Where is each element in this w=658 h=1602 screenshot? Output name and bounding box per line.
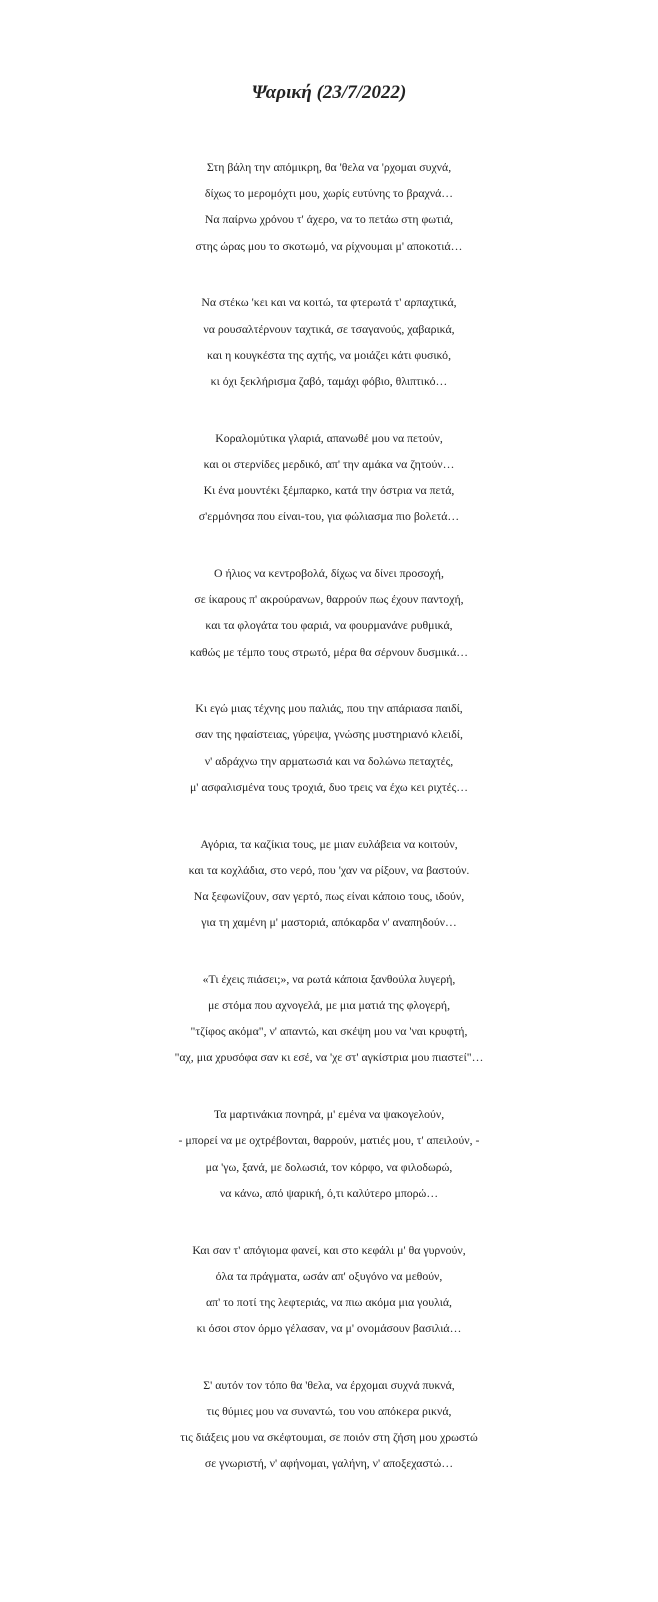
stanza-6 [0,831,658,936]
verse-line: τις θύμιες μου να συναντώ, του νου απόκερα ρικνά, [206,1404,452,1419]
poem-title: Ψαρική (23/7/2022) [251,82,407,103]
verse-line: απ' το ποτί της λεφτεριάς, να πιω ακόμα μια γουλιά, [205,1294,453,1309]
stanza-10 [0,1372,658,1477]
verse-line: να κάνω, από ψαρική, ό,τι καλύτερο μπορώ… [219,1185,439,1200]
verse-line: Στη βάλη την απόμικρη, θα 'θελα να 'ρχομαι συχνά, [206,160,452,174]
verse-line: «Τι έχεις πιάσει;», να ρωτά κάποια ξανθούλα λυγερή, [202,971,456,986]
verse-line: δίχως το μερομόχτι μου, χωρίς ευτύνης το βραχνά… [204,186,454,201]
verse-line: σαν της ηφαίστειας, γύρεψα, γνώσης μυστηριανό κλειδί, [195,727,463,742]
verse-line: κι όχι ξεκλήρισμα ζαβό, ταμάχι φόβιο, θλιπτικό… [210,373,448,388]
verse-line: Να παίρνω χρόνου τ' άχερο, να το πετάω στη φωτιά, [204,212,454,227]
verse-line: Κι ένα μουντέκι ξέμπαρκο, κατά την όστρια να πετά, [203,483,455,498]
verse-line: Τα μαρτινάκια πονηρά, μ' εμένα να ψακογελούν, [213,1107,445,1122]
verse-line: καθώς με τέμπο τους στρωτό, μέρα θα σέρνουν δυσμικά… [189,644,469,659]
verse-line: και οι στερνίδες μερδικό, απ' την αμάκα να ζητούν… [203,456,455,471]
verse-line: "τζίφος ακόμα", ν' απαντώ, και σκέψη μου να 'ναι κρυφτή, [190,1024,468,1039]
stanza-1 [0,154,658,259]
verse-line: και τα φλογάτα του φαριά, να φουρμανάνε ρυθμικά, [205,618,453,633]
verse-line: Αγόρια, τα καζίκια τους, με μιαν ευλάβεια να κοιτούν, [200,836,458,851]
verse-line: και η κουγκέστα της αχτής, να μοιάζει κάτι φυσικό, [206,347,452,362]
verse-line: για τη χαμένη μ' μαστοριά, απόκαρδα ν' αναπηδούν… [201,915,457,930]
verse-line: Και σαν τ' απόγιομα φανεί, και στο κεφάλι μ' θα γυρνούν, [192,1242,466,1257]
verse-line: σ'ερμόνησα που είναι-του, για φώλιασμα πιο βολετά… [198,509,460,524]
stanza-8 [0,1101,658,1206]
verse-line: Να στέκω 'κει και να κοιτώ, τα φτερωτά τ' αρπαχτικά, [201,295,457,310]
verse-line: στης ώρας μου το σκοτωμό, να ρίχνουμαι μ' αποκοτιά… [195,238,463,253]
verse-line: μ' ασφαλισμένα τους τροχιά, δυο τρεις να έχω κει ριχτές… [189,779,469,794]
stanza-5 [0,695,658,800]
verse-line: ν' αδράχνω την αρματωσιά και να δολώνω πεταχτές, [204,753,454,768]
verse-line: όλα τα πράγματα, ωσάν απ' οξυγόνο να μεθούν, [215,1268,443,1283]
verse-line: σε γνωριστή, ν' αφήνομαι, γαλήνη, ν' αποξεχαστώ… [204,1456,454,1471]
poem-body [0,154,658,1507]
stanza-9 [0,1237,658,1342]
verse-line: Κοραλομύτικα γλαριά, απανωθέ μου να πετούν, [215,430,443,445]
stanza-4 [0,560,658,665]
verse-line: σε ίκαρους π' ακρούρανων, θαρρούν πως έχουν παντοχή, [194,592,464,607]
verse-line: με στόμα που αχνογελά, με μια ματιά της φλογερή, [207,998,451,1013]
verse-line: και τα κοχλάδια, στο νερό, που 'χαν να ρίξουν, να βαστούν. [188,862,470,877]
verse-line: μα 'γω, ξανά, με δολωσιά, τον κόρφο, να φιλοδωρώ, [205,1159,453,1174]
stanza-3 [0,425,658,530]
stanza-7 [0,966,658,1071]
verse-line: - μπορεί να με οχτρέβονται, θαρρούν, ματιές μου, τ' απειλούν, - [178,1133,480,1148]
verse-line: "αχ, μια χρυσόφα σαν κι εσέ, να 'χε στ' αγκίστρια μου πιαστεί"… [174,1050,484,1065]
verse-line: τις διάξεις μου να σκέφτουμαι, σε ποιόν στη ζήση μου χρωστώ [180,1430,478,1445]
verse-line: Ο ήλιος να κεντροβολά, δίχως να δίνει προσοχή, [214,565,444,580]
stanza-2 [0,289,658,394]
verse-line: κι όσοι στον όρμο γέλασαν, να μ' ονομάσουν βασιλιά… [196,1321,462,1336]
verse-line: να ρουσαλτέρνουν ταχτικά, σε τσαγανούς, χαβαρικά, [203,321,455,336]
verse-line: Σ' αυτόν τον τόπο θα 'θελα, να έρχομαι συχνά πυκνά, [203,1377,455,1392]
verse-line: Κι εγώ μιας τέχνης μου παλιάς, που την απάριασα παιδί, [195,701,463,716]
verse-line: Να ξεφωνίζουν, σαν γερτό, πως είναι κάποιο τους, ιδούν, [193,888,465,903]
